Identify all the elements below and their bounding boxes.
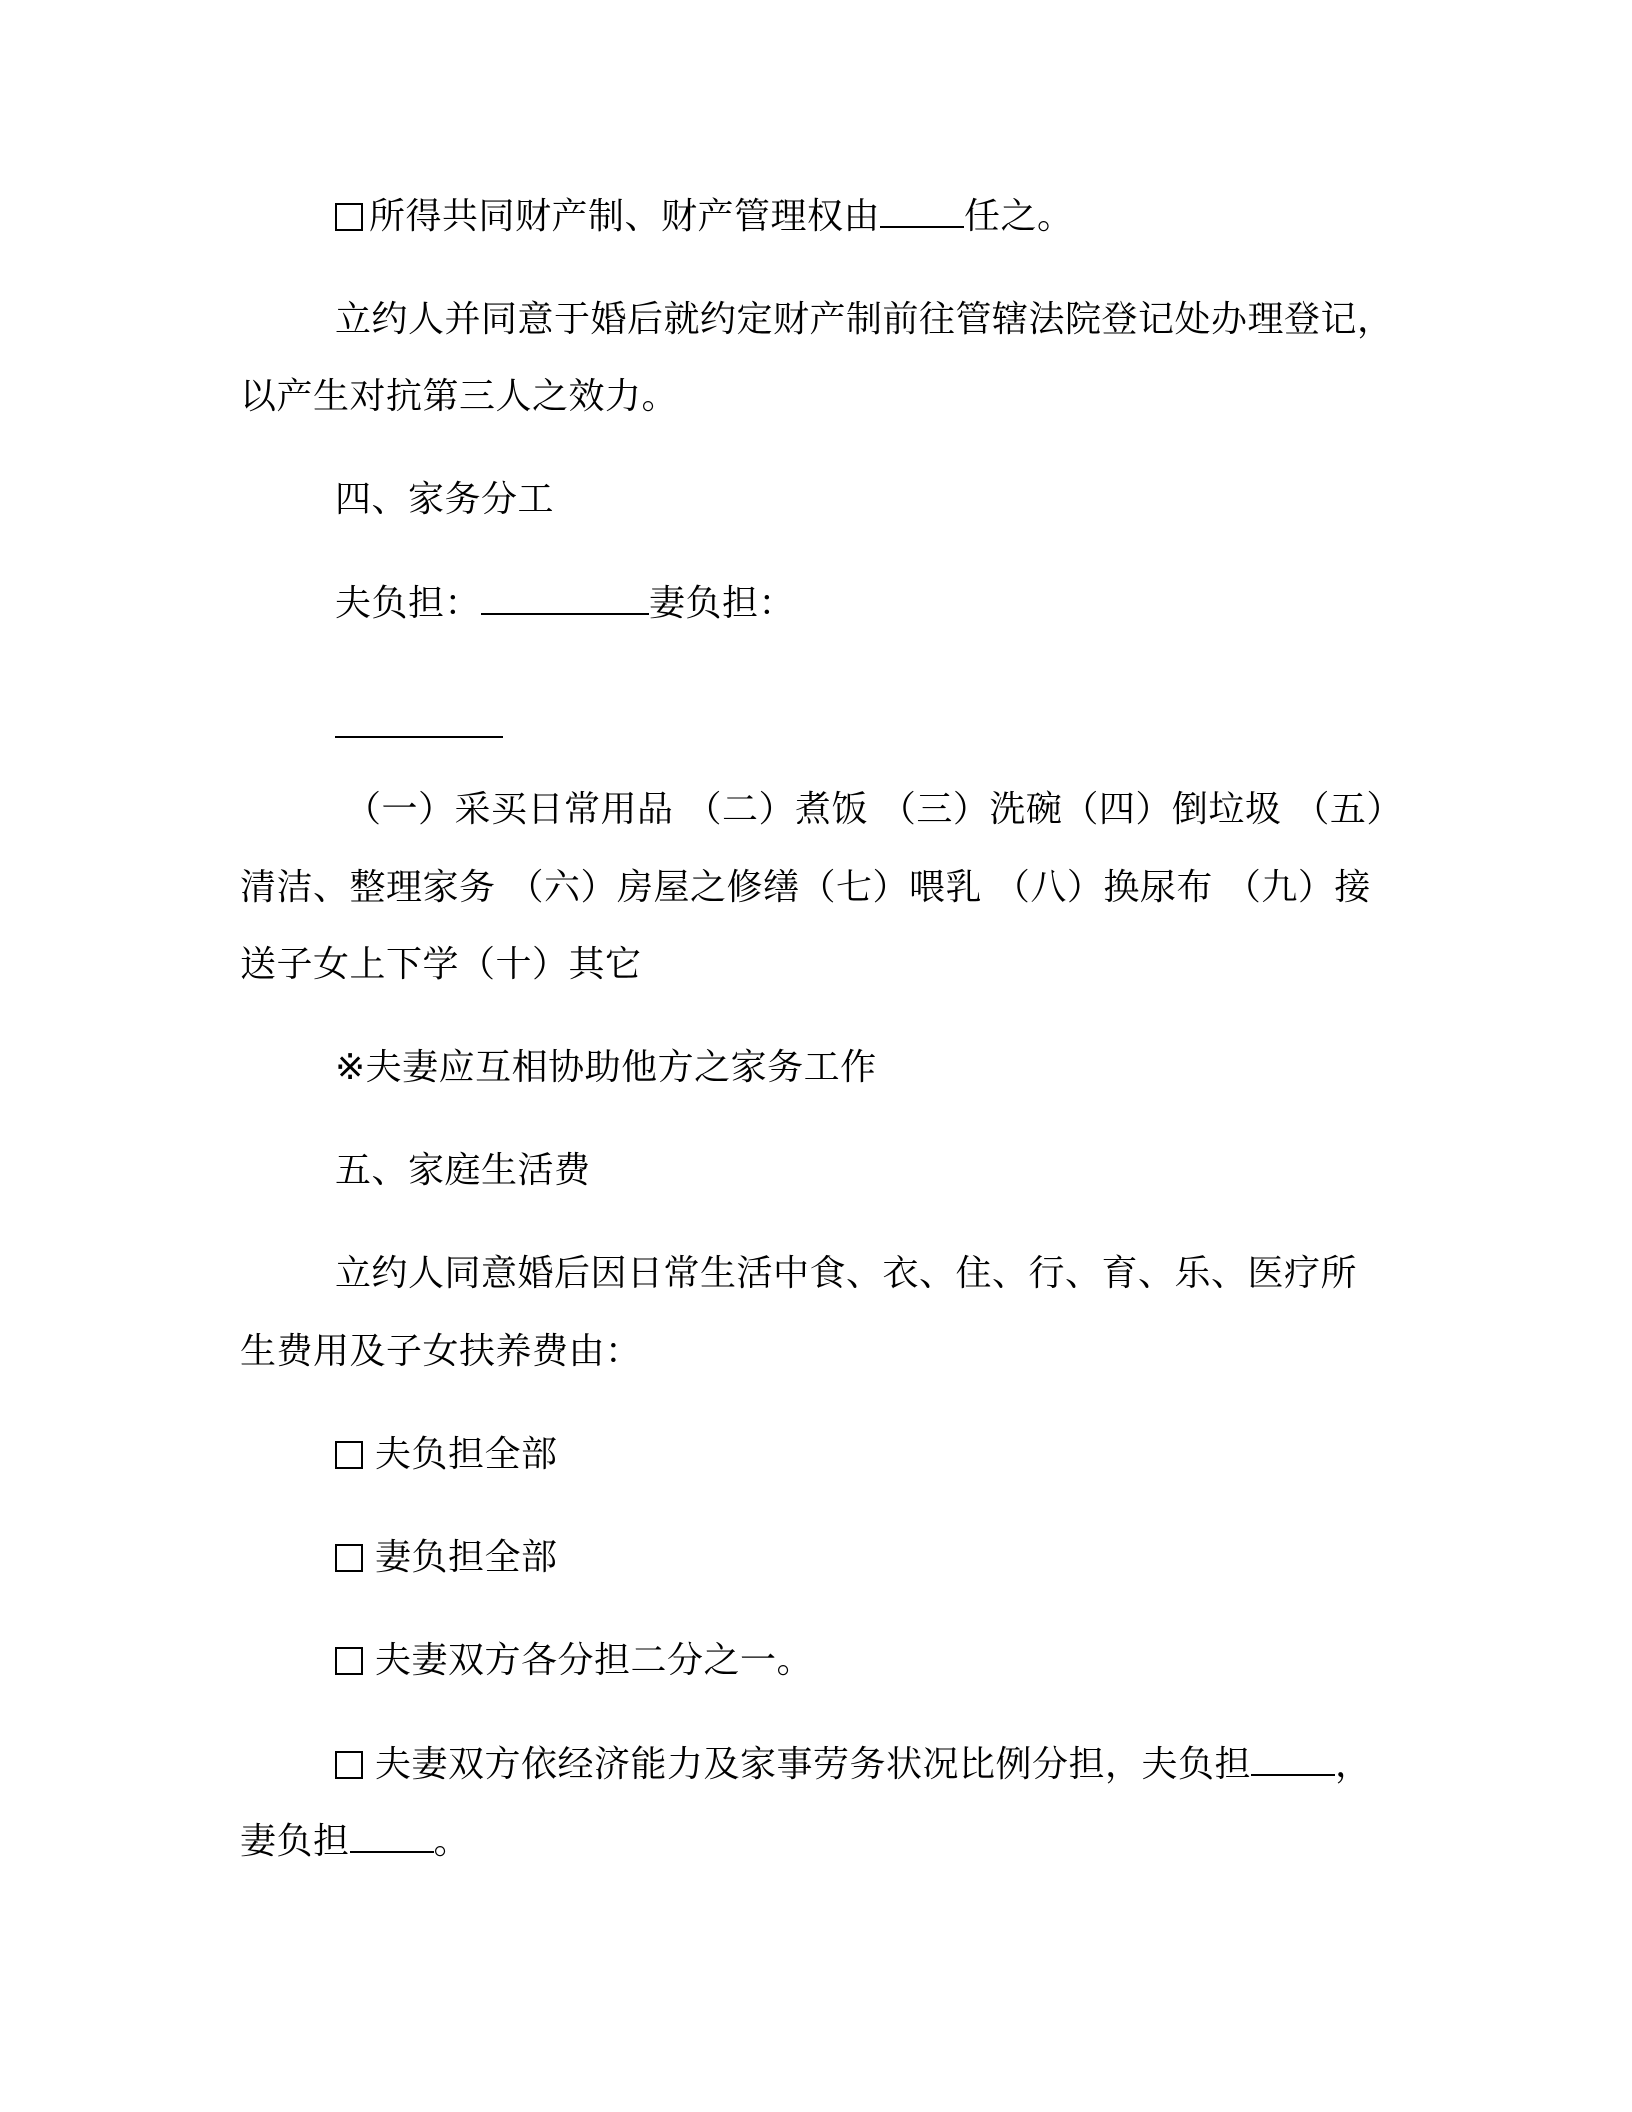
expense-option-proportional [335,1744,1410,1785]
wife-label: 妻负担： [649,583,796,624]
property-system-option [335,196,1410,237]
checkbox-icon[interactable] [335,1441,363,1469]
expense-option-proportional-line2 [240,1821,1410,1862]
husband-label: 夫负担： [335,583,482,624]
housework-items-line3: 送子女上下学（十）其它 [240,944,642,985]
section-heading-living-expenses: 五、家庭生活费 [335,1150,591,1191]
expense-option-half-each [335,1641,1410,1681]
option-label: 夫负担全部 [375,1434,558,1475]
expense-option-wife-all [335,1538,1410,1578]
wife-share-blank[interactable] [350,1821,434,1853]
husband-share-blank[interactable] [1251,1744,1335,1776]
housework-items-line1: （一）采买日常用品 （二）煮饭 （三）洗碗（四）倒垃圾 （五） [345,789,1403,830]
living-expenses-intro-line2: 生费用及子女扶养费由： [240,1331,642,1372]
wife-fill-blank[interactable] [335,706,503,738]
housework-items-line2: 清洁、整理家务 （六）房屋之修缮（七）喂乳 （八）换尿布 （九）接 [240,867,1371,908]
option-label: 夫妻双方依经济能力及家事劳务状况比例分担，夫负担 [375,1744,1252,1785]
checkbox-icon[interactable] [335,1544,363,1572]
section-heading-housework: 四、家务分工 [335,479,555,520]
comma: ， [1335,1744,1372,1785]
registration-paragraph-line2: 以产生对抗第三人之效力。 [240,376,679,417]
expense-option-husband-all [335,1435,1410,1475]
checkbox-icon[interactable] [335,1751,363,1779]
husband-fill-blank[interactable] [481,583,649,615]
fill-blank[interactable] [880,196,964,228]
property-system-after: 任之。 [964,196,1074,237]
wife-fill-line [335,706,1410,747]
period: 。 [433,1821,471,1862]
housework-assignment [335,583,1410,624]
option-label: 夫妻双方各分担二分之一。 [375,1640,814,1681]
checkbox-icon[interactable] [335,203,363,231]
property-system-text: 所得共同财产制、财产管理权由 [369,196,881,237]
checkbox-icon[interactable] [335,1647,363,1675]
mutual-help-note: ※夫妻应互相协助他方之家务工作 [335,1047,877,1088]
registration-paragraph-line1: 立约人并同意于婚后就约定财产制前往管辖法院登记处办理登记， [335,299,1394,340]
wife-share-label: 妻负担 [240,1821,350,1862]
option-label: 妻负担全部 [375,1537,558,1578]
living-expenses-intro-line1: 立约人同意婚后因日常生活中食、衣、住、行、育、乐、医疗所 [335,1253,1358,1294]
